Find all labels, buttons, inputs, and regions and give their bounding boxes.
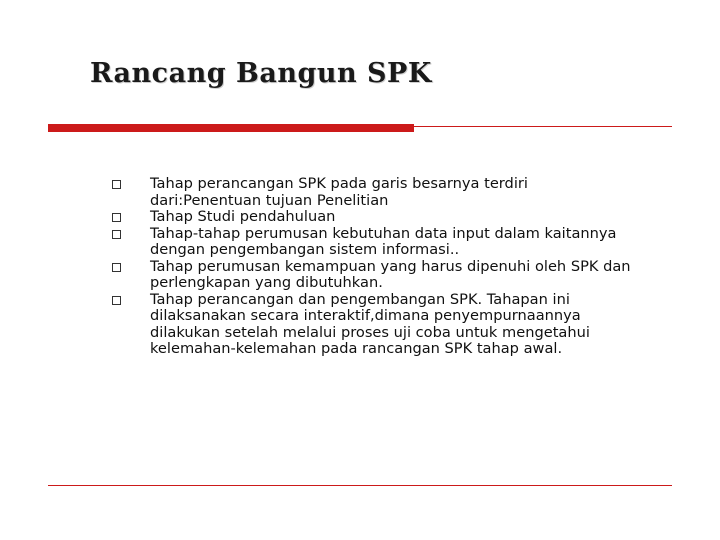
square-bullet-icon	[112, 180, 121, 189]
title-underline-thin	[414, 126, 672, 127]
bullet-text: Tahap Studi pendahuluan	[150, 208, 336, 225]
square-bullet-icon	[112, 263, 121, 272]
bullet-item	[112, 176, 632, 209]
bullet-list	[112, 176, 632, 358]
bullet-text: Tahap perumusan kemampuan yang harus dipenuhi oleh SPK dan perlengkapan yang dibutuhkan.	[150, 257, 631, 291]
bullet-item	[112, 259, 632, 292]
footer-rule	[48, 485, 672, 486]
bullet-text: Tahap-tahap perumusan kebutuhan data input dalam kaitannya dengan pengembangan sistem informasi..	[150, 224, 617, 258]
square-bullet-icon	[112, 230, 121, 239]
square-bullet-icon	[112, 296, 121, 305]
title-underline-thick	[48, 124, 414, 132]
bullet-item	[112, 209, 632, 226]
bullet-item	[112, 226, 632, 259]
slide-title: Rancang Bangun SPK	[90, 58, 432, 89]
bullet-item	[112, 292, 632, 358]
square-bullet-icon	[112, 213, 121, 222]
bullet-text: Tahap perancangan SPK pada garis besarnya terdiri dari:Penentuan tujuan Penelitian	[150, 175, 528, 209]
bullet-text: Tahap perancangan dan pengembangan SPK. Tahapan ini dilaksanakan secara interaktif,dimana penyempurnaannya dilakukan setelah melalui proses uji coba untuk mengetahui kelemahan-kelemahan pada rancangan SPK tahap awal.	[150, 290, 590, 357]
